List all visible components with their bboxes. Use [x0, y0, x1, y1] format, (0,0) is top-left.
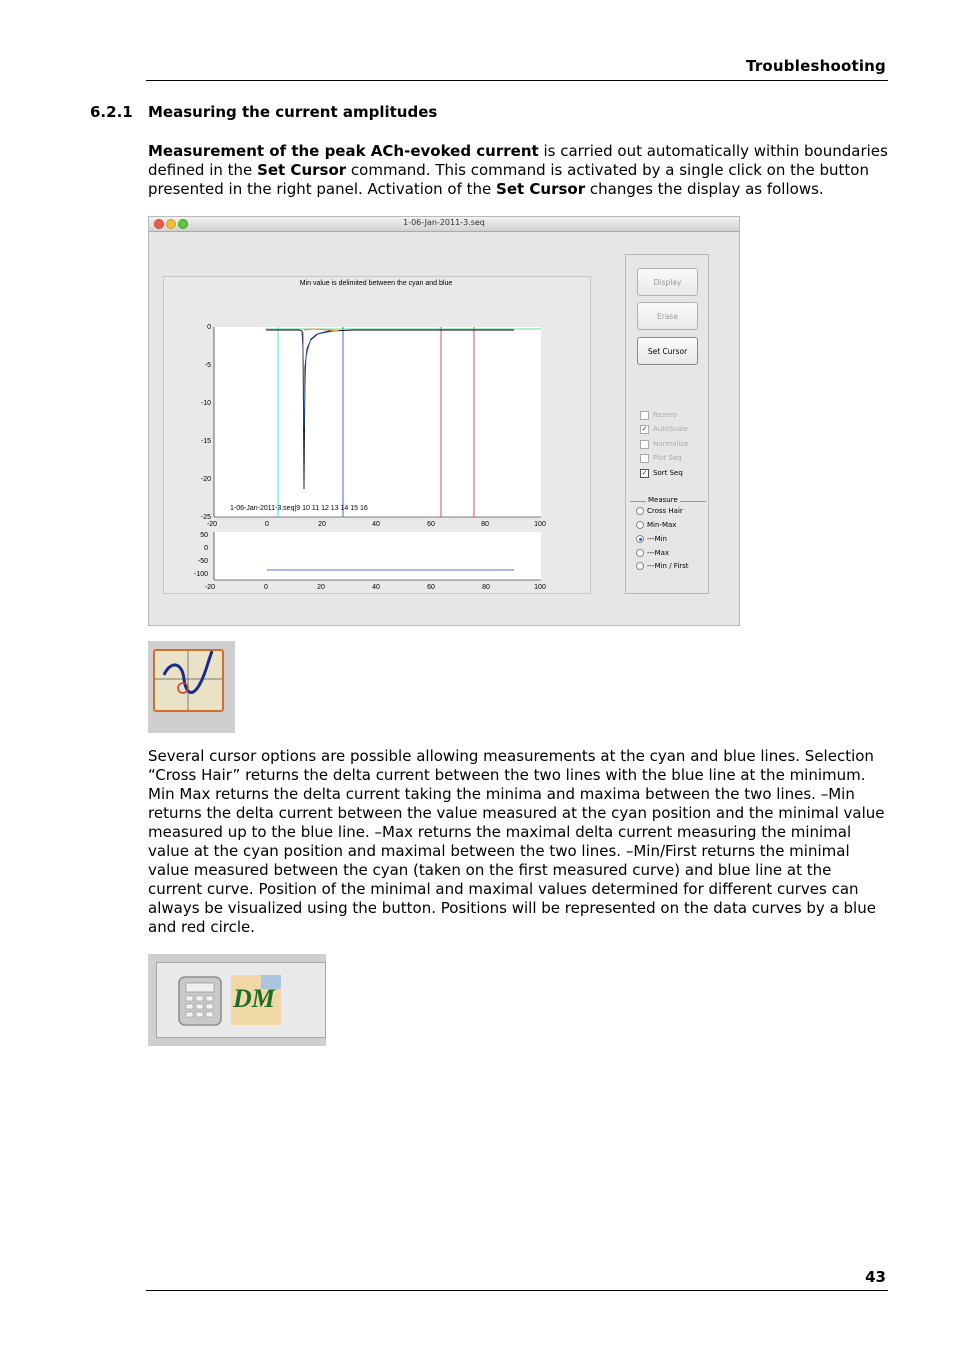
- normalize-checkbox[interactable]: [640, 438, 688, 450]
- bold-term: Measurement of the peak ACh-evoked current: [148, 142, 539, 160]
- section-number: 6.2.1: [90, 103, 133, 121]
- small-y-tick: -50: [197, 558, 208, 565]
- dm-logo-icon[interactable]: [229, 971, 283, 1027]
- paragraph-text: command. This command is activated by a single click on the button presented in the right panel. Activation of the: [148, 161, 869, 198]
- paragraph-text: is carried out automatically within boundaries defined in the: [148, 142, 888, 179]
- main-x-tick: 80: [481, 521, 489, 528]
- trace-legend-label: 1-06-Jan-2011-3.seq|9 10 11 12 13 14 15 16: [230, 505, 368, 512]
- intro-paragraph: [148, 142, 888, 199]
- radio-button[interactable]: [636, 562, 644, 570]
- radio-button[interactable]: [636, 549, 644, 557]
- checkbox-box[interactable]: [640, 454, 649, 463]
- window-title-bar: [149, 217, 739, 232]
- main-x-tick: 0: [265, 521, 269, 528]
- set-cursor-icon: [148, 641, 235, 733]
- radio-min-first[interactable]: [636, 560, 689, 573]
- header-title: Troubleshooting: [746, 57, 886, 75]
- header-divider: [146, 80, 888, 81]
- radio-cross-hair[interactable]: [636, 505, 683, 518]
- plot-area: [164, 277, 592, 595]
- app-window-screenshot: [148, 216, 740, 626]
- plot-title: Min value is delimited between the cyan and blue: [299, 280, 453, 287]
- checkbox-label: Sort Seq: [653, 469, 683, 477]
- radio-button[interactable]: [636, 507, 644, 515]
- small-x-tick: 0: [264, 584, 268, 591]
- checkbox-label: AutoScale: [653, 425, 689, 433]
- radio-label: Cross Hair: [647, 507, 683, 515]
- radio-label: ---Min / First: [647, 562, 689, 570]
- display-button[interactable]: Display: [637, 268, 698, 296]
- control-panel: [625, 254, 709, 594]
- main-y-tick: -20: [200, 476, 211, 483]
- main-y-tick: 0: [207, 324, 211, 331]
- bold-term: Set Cursor: [496, 180, 586, 198]
- radio-min-max[interactable]: [636, 519, 676, 532]
- small-x-tick: 20: [317, 584, 325, 591]
- checkbox-label: Plot Seq: [653, 454, 682, 462]
- checkbox-label: Rezero: [653, 411, 677, 419]
- radio-button[interactable]: [636, 535, 644, 543]
- radio-min[interactable]: [636, 533, 667, 546]
- section-title: Measuring the current amplitudes: [148, 103, 438, 121]
- toolbar-frame: [148, 954, 326, 1046]
- small-x-tick: 100: [534, 584, 546, 591]
- erase-button[interactable]: Erase: [637, 302, 698, 330]
- set-cursor-icon-frame: [148, 641, 235, 733]
- small-plot-background: [214, 532, 541, 580]
- bold-term: Set Cursor: [257, 161, 347, 179]
- rezero-checkbox[interactable]: [640, 409, 677, 421]
- small-y-tick: -100: [193, 571, 208, 578]
- checkbox-box[interactable]: [640, 411, 649, 420]
- checkbox-box[interactable]: ✓: [641, 468, 648, 477]
- cursor-options-paragraph: Several cursor options are possible allowing measurements at the cyan and blue lines. Selection “Cross Hair” returns the delta current between the two lines with the blue line at the minimum. Min Max returns the delta current taking the minima and maxima between the two lines. –Min returns the delta current between the value measured at the cyan position and the minimal value measured up to the blue line. –Max returns the maximal delta current measuring the minimal value at the cyan position and maximal between the two lines. –Min/First returns the minimal value measured between the cyan (taken on the first measured curve) and blue line at the current curve. Position of the minimal and maximal values determined for different curves can always be visualized using the button. Positions will be represented on the data curves by a blue and red circle.: [148, 747, 885, 936]
- main-x-tick: 20: [318, 521, 326, 528]
- main-x-tick: -20: [206, 521, 218, 528]
- set-cursor-button[interactable]: Set Cursor: [637, 337, 698, 365]
- plot-panel: [163, 276, 591, 594]
- radio-label: ---Min: [647, 535, 667, 543]
- radio-button[interactable]: [636, 521, 644, 529]
- small-y-tick: 50: [200, 532, 208, 539]
- plot-seq-checkbox[interactable]: [640, 452, 682, 464]
- main-x-tick: 100: [534, 521, 546, 528]
- checkbox-box[interactable]: [640, 440, 649, 449]
- small-x-tick: 80: [482, 584, 490, 591]
- small-x-tick: 60: [427, 584, 435, 591]
- radio-label: Min-Max: [647, 521, 677, 529]
- window-title: 1-06-Jan-2011-3.seq: [403, 218, 485, 227]
- measure-group-label: Measure: [648, 496, 678, 504]
- main-y-tick: -15: [200, 438, 211, 445]
- checkbox-box[interactable]: ✓: [641, 424, 648, 433]
- page-number: 43: [865, 1268, 886, 1286]
- calculator-icon[interactable]: [177, 975, 223, 1027]
- small-y-tick: 0: [204, 545, 208, 552]
- paragraph-text: changes the display as follows.: [585, 180, 824, 198]
- main-x-tick: 40: [372, 521, 380, 528]
- main-y-tick: -25: [200, 514, 211, 521]
- main-y-tick: -10: [200, 400, 211, 407]
- footer-divider: [146, 1290, 888, 1291]
- autoscale-checkbox[interactable]: [640, 423, 688, 435]
- small-x-tick: 40: [372, 584, 380, 591]
- sort-seq-checkbox[interactable]: [640, 467, 683, 479]
- toolbar: [156, 962, 326, 1038]
- small-x-tick: -20: [204, 584, 216, 591]
- main-x-tick: 60: [427, 521, 435, 528]
- dm-logo-text: DM: [233, 984, 275, 1013]
- main-plot-background: [214, 327, 541, 517]
- radio-label: ---Max: [647, 549, 670, 557]
- checkbox-label: Normalize: [653, 440, 689, 448]
- radio-max[interactable]: [636, 547, 669, 560]
- main-y-tick: -5: [204, 362, 211, 369]
